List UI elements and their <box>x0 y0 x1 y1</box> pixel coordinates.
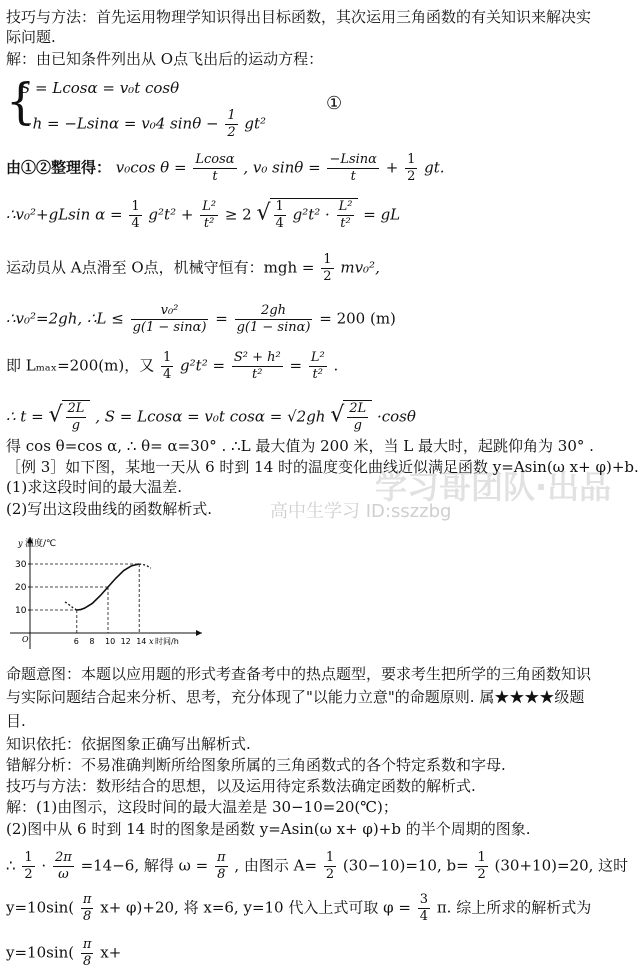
text-line: 得 cos θ=cos α, ∴ θ= α=30° . ∴L 最大值为 200 米，当 L 最大时，起跳仰角为 30° . <box>6 437 594 455</box>
x-axis-arrow <box>196 630 202 636</box>
text-line: (2)图中从 6 时到 14 时的图象是函数 y=Asin(ω x+ φ)+b 的半个周期的图象. <box>6 820 531 838</box>
equation-brace: { <box>6 72 36 130</box>
text-line: 技巧与方法：数形结合的思想，以及运用待定系数法确定函数的解析式. <box>6 777 476 795</box>
y-tick-label: 10 <box>15 606 27 616</box>
equation-line: ∴ $\frac{1}{2}$ · $\frac{2\pi}{\omega}$ =14−6, 解得 ω = $\frac{\pi}{8}$ , 由图示 A= $\frac{1}{2}$ (30−10)=10, b= $\frac{1}{2}$ (30+10)=20, 这时 <box>6 850 629 882</box>
equation-line: ∴ t = √ $\frac{2L}{g}$ , S = Lcosα = v₀t cosα = √2gh √ $\frac{2L}{g}$ ·cosθ <box>6 401 416 433</box>
equation-line: ∴v₀²=2gh, ∴L ≤ $\frac{\text{v₀²}}{g(1 - \sin\alpha)}$ = $\frac{2gh}{g(1 - \sin\alpha)}$ = 200 (m) <box>6 303 396 335</box>
text-line: (2)写出这段曲线的函数解析式. <box>6 500 213 518</box>
text-line: 知识依托：依据图象正确写出解析式. <box>6 735 251 753</box>
origin-label: O <box>22 635 29 644</box>
text-line: 错解分析：不易准确判断所给图象所属的三角函数式的各个特定系数和字母. <box>6 756 506 774</box>
example-heading: ［例 3］如下图，某地一天从 6 时到 14 时的温度变化曲线近似满足函数 y=Asin(ω x+ φ)+b. <box>6 458 639 476</box>
circled-number: ① <box>326 93 343 114</box>
y-axis-label: 温度/℃ <box>25 539 57 549</box>
x-tick-label: 6 <box>73 637 79 646</box>
equation-line: −h = −Lsinα = v₀4 sinθ − $\frac{1}{2}$ gt² <box>20 108 267 140</box>
equation-line: 即 Lₘₐₓ=200(m)，又 $\frac{1}{4}$ g²t² = $\frac{\text{S² + h²}}{\text{t²}}$ = $\frac{\text{L²}}{\text{t²}}$ . <box>6 350 339 382</box>
equation-line: 运动员从 A点滑至 O点，机械守恒有：mgh = $\frac{1}{2}$ mv₀², <box>6 252 380 284</box>
text-line: 目. <box>6 712 26 730</box>
x-tick-label: 8 <box>89 637 95 646</box>
equation-line: S = Lcosα = v₀t cosθ <box>20 79 180 97</box>
y-tick-label: 20 <box>15 583 27 593</box>
text-line: 技巧与方法：首先运用物理学知识得出目标函数，其次运用三角函数的有关知识来解决实 <box>6 8 592 26</box>
x-axis-letter: x <box>149 637 154 646</box>
text-line: 命题意图：本题以应用题的形式考查备考中的热点题型，要求考生把所学的三角函数知识 <box>6 665 592 683</box>
y-tick-label: 30 <box>15 560 27 570</box>
text-line: (1)求这段时间的最大温差. <box>6 478 183 496</box>
x-tick-label: 14 <box>136 637 147 646</box>
x-tick-label: 10 <box>105 637 116 646</box>
temperature-chart <box>6 533 206 653</box>
equation-line: 由①②整理得： v₀cos θ = $\frac{Lcos\alpha}{t}$ , v₀ sinθ = $\frac{-Lsin\alpha}{t}$ + $\frac{1}{2}$ gt. <box>6 152 445 184</box>
curve-dashed-right <box>139 564 151 568</box>
watermark-title: 学习哥团队·出品 <box>375 468 612 506</box>
equation-line: ∴v₀²+gLsin α = $\frac{1}{4}$ g²t² + $\frac{\text{L²}}{\text{t²}}$ ≥ 2 √ $\frac{1}{4}$ g²t² · $\frac{\text{L²}}{\text{t²}}$ = gL <box>6 199 401 231</box>
text-line: 际问题. <box>6 28 56 46</box>
equation-line: y=10sin( $\frac{\pi}{8}$ x+ φ)+20, 将 x=6, y=10 代入上式可取 φ = $\frac{3}{4}$ π. 综上所求的解析式为 <box>6 892 592 924</box>
text-line: 与实际问题结合起来分析、思考，充分体现了"以能力立意"的命题原则. 属★★★★级题 <box>6 688 585 706</box>
text-line: 解：由已知条件列出从 O点飞出后的运动方程： <box>6 50 324 68</box>
curve-dashed-left <box>65 602 77 610</box>
x-axis-label: 时间/h <box>155 637 179 646</box>
y-axis-letter: y <box>18 539 23 548</box>
equation-line: y=10sin( $\frac{\pi}{8}$ x+ <box>6 937 122 969</box>
text-line: 解：(1)由图示，这段时间的最大温差是 30−10=20(℃)； <box>6 798 398 816</box>
x-tick-label: 12 <box>120 637 131 646</box>
watermark-account: 高中生学习 ID:sszzbg <box>270 501 452 522</box>
